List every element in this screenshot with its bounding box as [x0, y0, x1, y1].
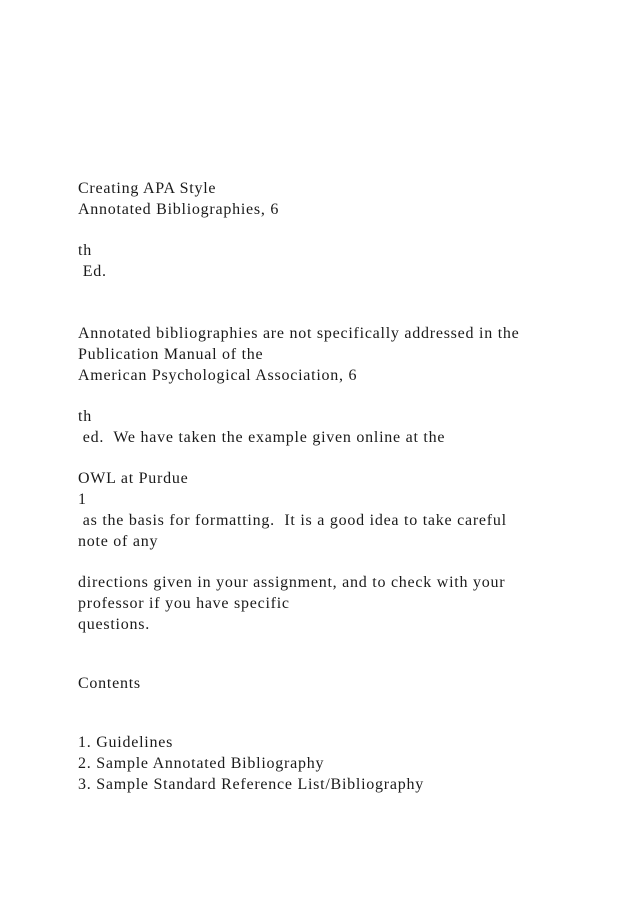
title-edition: Ed. [78, 263, 107, 280]
title-line-2: Annotated Bibliographies, 6 [78, 201, 280, 218]
intro-line-2: Publication Manual of the [78, 346, 264, 363]
intro-line-4: ed. We have taken the example given online at the [78, 429, 446, 446]
intro-line-8: professor if you have specific [78, 595, 290, 612]
intro-line-9: questions. [78, 616, 150, 633]
contents-item-guidelines: 1. Guidelines [78, 734, 174, 751]
intro-footnote-marker: 1 [78, 491, 87, 508]
intro-line-3: American Psychological Association, 6 [78, 367, 358, 384]
contents-item-sample-annotated: 2. Sample Annotated Bibliography [78, 755, 325, 772]
intro-line-6: note of any [78, 533, 159, 550]
contents-item-sample-reference: 3. Sample Standard Reference List/Bibliography [78, 776, 424, 793]
title-line-1: Creating APA Style [78, 180, 217, 197]
title-superscript: th [78, 242, 92, 259]
intro-superscript: th [78, 408, 92, 425]
contents-heading: Contents [78, 675, 141, 692]
intro-line-5: as the basis for formatting. It is a good idea to take careful [78, 512, 507, 529]
intro-source: OWL at Purdue [78, 470, 189, 487]
intro-line-7: directions given in your assignment, and to check with your [78, 574, 506, 591]
intro-line-1: Annotated bibliographies are not specifically addressed in the [78, 325, 520, 342]
